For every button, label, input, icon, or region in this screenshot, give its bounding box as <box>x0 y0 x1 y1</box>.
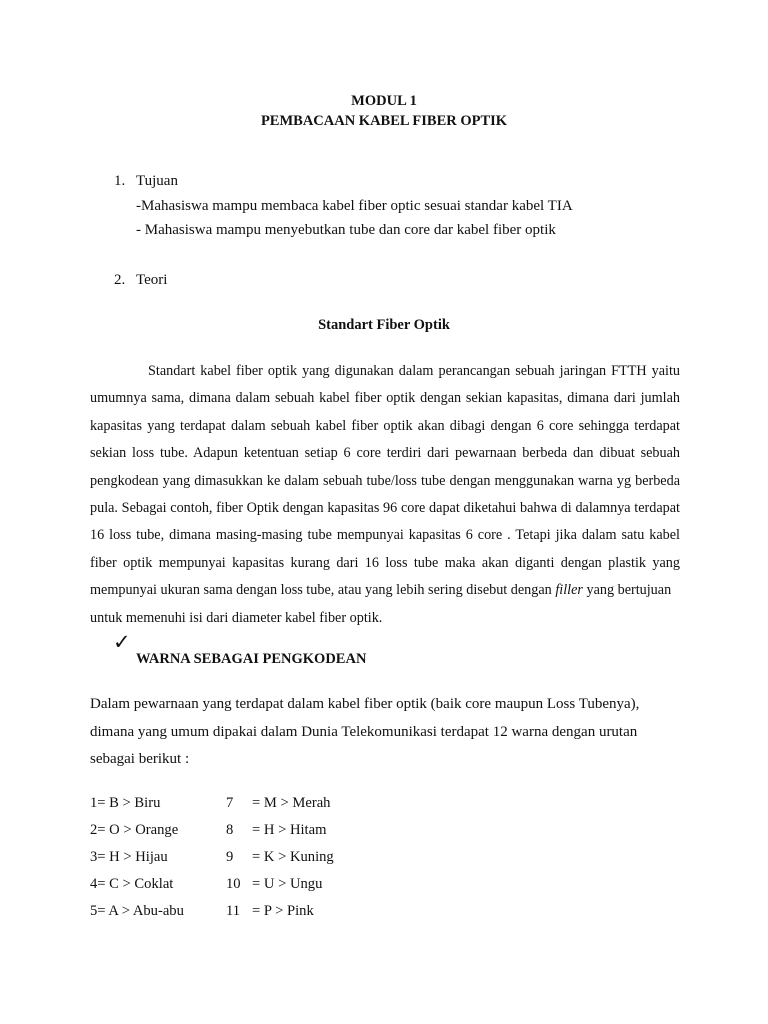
warna-heading: WARNA SEBAGAI PENGKODEAN <box>136 651 367 667</box>
section-1-heading: Tujuan <box>136 173 178 189</box>
intro-line: Dalam pewarnaan yang terdapat dalam kabel fiber optik (baik core maupun Loss Tubenya), <box>90 696 640 712</box>
section-2-heading: Teori <box>136 272 168 288</box>
color-code-left: 3= H > Hijau <box>90 849 168 865</box>
section-1-number: 1. <box>114 173 126 189</box>
color-code-left: 5= A > Abu-abu <box>90 903 184 919</box>
intro-line: sebagai berikut : <box>90 751 190 767</box>
paragraph-line: sekian loss tube. Adapun ketentuan setiap 6 core terdiri dari pewarnaan berbeda dan dibuat sebuah <box>90 445 680 462</box>
paragraph-line: pula. Sebagai contoh, fiber Optik dengan kapasitas 96 core dapat diketahui bahwa di dalamnya terdapat <box>90 499 680 516</box>
color-code-right: = K > Kuning <box>252 849 334 865</box>
paragraph-text: mempunyai ukuran sama dengan loss tube, atau yang lebih sering disebut dengan <box>90 582 556 599</box>
color-code-left: 2= O > Orange <box>90 822 179 838</box>
checkmark-icon: ✓ <box>113 630 131 654</box>
section-subtitle: Standart Fiber Optik <box>318 317 450 333</box>
color-code-right: = U > Ungu <box>252 876 323 892</box>
color-code-right: = P > Pink <box>252 903 314 919</box>
objective-item: -Mahasiswa mampu membaca kabel fiber optic sesuai standar kabel TIA <box>136 198 573 214</box>
italic-term: filler <box>555 582 583 599</box>
intro-line: dimana yang umum dipakai dalam Dunia Telekomunikasi terdapat 12 warna dengan urutan <box>90 724 638 740</box>
color-number-right: 11 <box>226 903 241 919</box>
modul-number: MODUL 1 <box>351 93 417 109</box>
paragraph-line: kapasitas yang terdapat dalam sebuah kabel fiber optik akan dibagi dengan 6 core sehingga terdapat <box>90 417 680 434</box>
color-number-right: 7 <box>226 795 234 811</box>
paragraph-line: pengkodean yang dimasukkan ke dalam sebuah tube/loss tube dengan menggunakan warna yg berbeda <box>90 472 680 489</box>
color-number-right: 9 <box>226 849 234 865</box>
paragraph-line: untuk memenuhi isi dari diameter kabel fiber optik. <box>90 609 383 626</box>
paragraph-line: fiber optik mempunyai kapasitas kurang dari 16 loss tube maka akan diganti dengan plastik yang <box>90 554 680 571</box>
color-code-left: 1= B > Biru <box>90 795 161 811</box>
color-code-right: = M > Merah <box>252 795 331 811</box>
theory-paragraph <box>90 358 680 632</box>
paragraph-line: 16 loss tube, dimana masing-masing tube mempunyai kapasitas 6 core . Tetapi jika dalam satu kabel <box>90 527 680 544</box>
color-number-right: 10 <box>226 876 241 892</box>
paragraph-line <box>90 577 680 604</box>
page-title: PEMBACAAN KABEL FIBER OPTIK <box>260 113 508 129</box>
color-number-right: 8 <box>226 822 234 838</box>
paragraph-line: umumnya sama, dimana dalam sebuah kabel fiber optik dengan sekian kapasitas, dimana dari jumlah <box>90 390 680 407</box>
color-code-left: 4= C > Coklat <box>90 876 174 892</box>
paragraph-line: Standart kabel fiber optik yang digunakan dalam perancangan sebuah jaringan FTTH yaitu <box>148 363 680 379</box>
paragraph-text: yang bertujuan <box>582 582 672 599</box>
color-code-right: = H > Hitam <box>252 822 327 838</box>
section-2-number: 2. <box>114 272 126 288</box>
objective-item: - Mahasiswa mampu menyebutkan tube dan core dar kabel fiber optik <box>136 222 556 238</box>
